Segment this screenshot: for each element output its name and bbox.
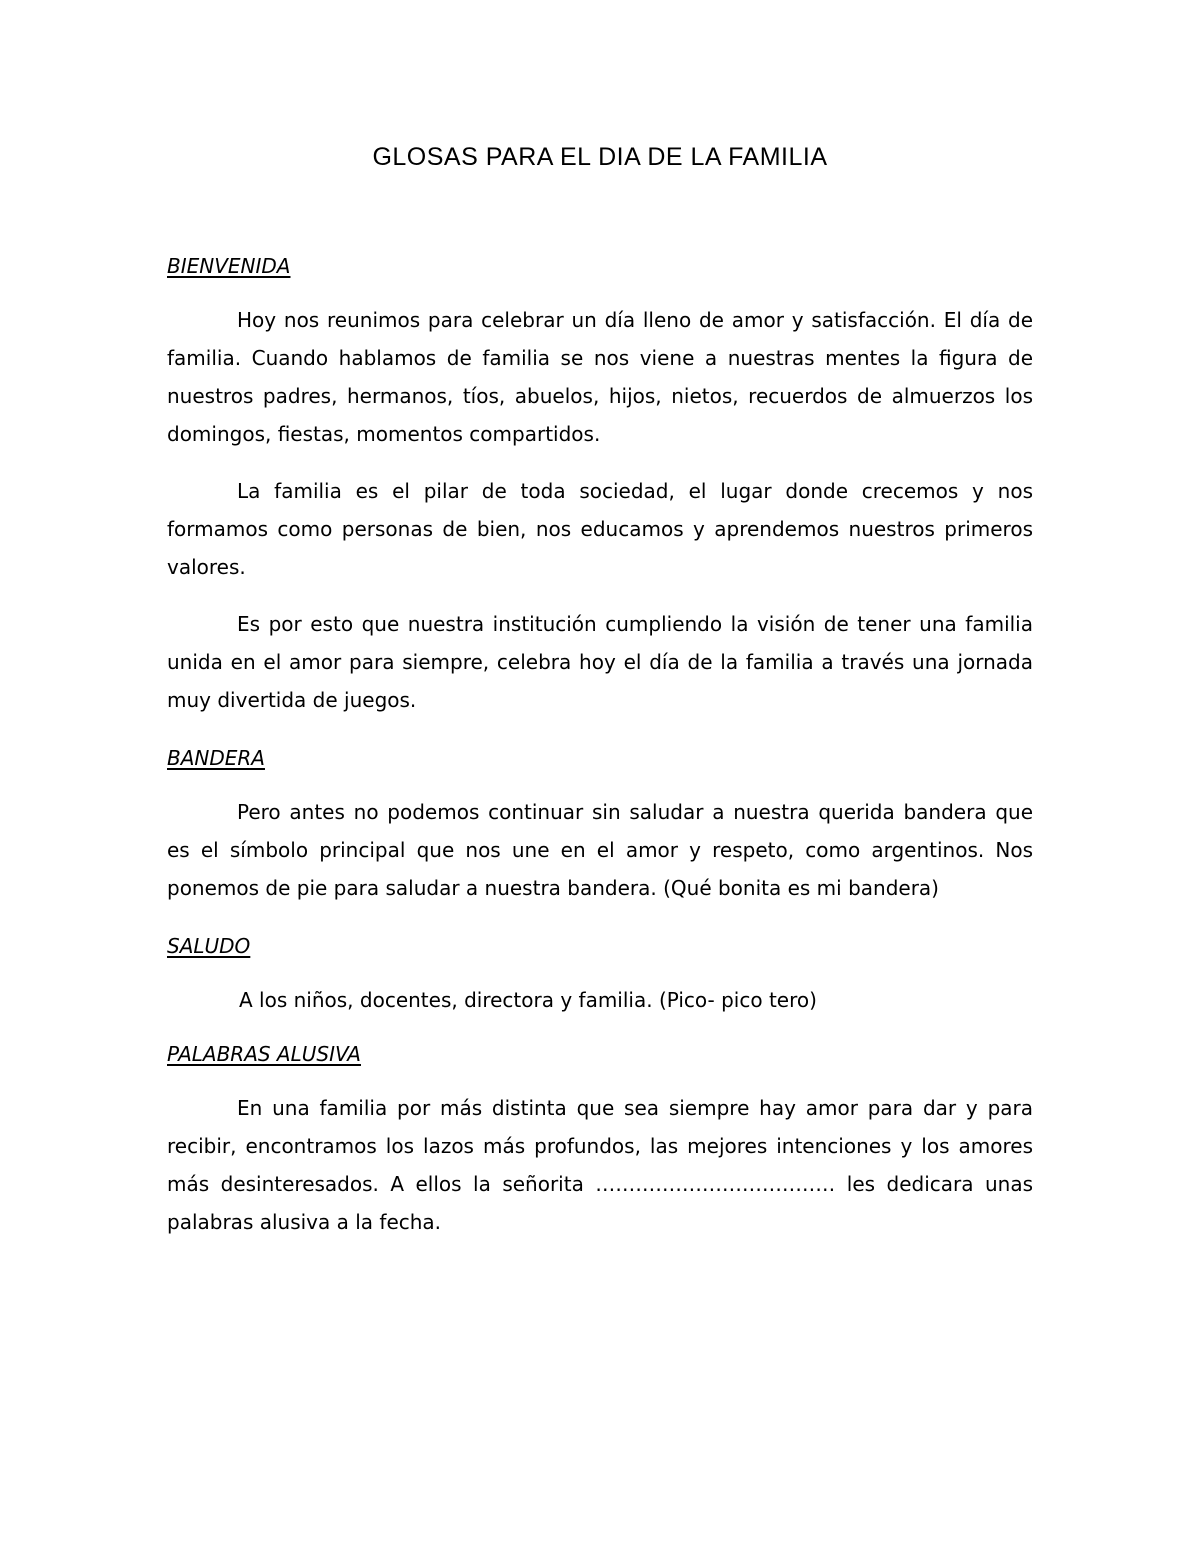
document-body	[167, 250, 1033, 1260]
paragraph: Pero antes no podemos continuar sin saludar a nuestra querida bandera que es el símbolo principal que nos une en el amor y respeto, como argentinos. Nos ponemos de pie para saludar a nuestra bandera. (Qué bonita es mi bandera)	[167, 800, 1033, 900]
section-bandera	[167, 742, 1033, 907]
paragraph: La familia es el pilar de toda sociedad, el lugar donde crecemos y nos formamos como personas de bien, nos educamos y aprendemos nuestros primeros valores.	[167, 479, 1033, 579]
paragraph: Hoy nos reunimos para celebrar un día lleno de amor y satisfacción. El día de familia. Cuando hablamos de familia se nos viene a nuestras mentes la figura de nuestros padres, hermanos, tíos, abuelos, hijos, nietos, recuerdos de almuerzos los domingos, fiestas, momentos compartidos.	[167, 308, 1033, 446]
section-heading: BIENVENIDA	[167, 254, 291, 278]
section-saludo	[167, 930, 1033, 1019]
paragraph: A los niños, docentes, directora y familia. (Pico- pico tero)	[239, 988, 817, 1012]
section-heading: BANDERA	[167, 746, 265, 770]
document-title: GLOSAS PARA EL DIA DE LA FAMILIA	[372, 143, 828, 171]
section-bienvenida	[167, 250, 1033, 719]
section-heading: PALABRAS ALUSIVA	[167, 1042, 361, 1066]
paragraph: En una familia por más distinta que sea siempre hay amor para dar y para recibir, encontramos los lazos más profundos, las mejores intenciones y los amores más desinteresados. A ellos la señorita ……………………………… les dedicara unas palabras alusiva a la fecha.	[167, 1096, 1033, 1234]
section-palabras-alusiva	[167, 1038, 1033, 1241]
paragraph: Es por esto que nuestra institución cumpliendo la visión de tener una familia unida en el amor para siempre, celebra hoy el día de la familia a través una jornada muy divertida de juegos.	[167, 612, 1033, 712]
section-heading: SALUDO	[167, 934, 251, 958]
